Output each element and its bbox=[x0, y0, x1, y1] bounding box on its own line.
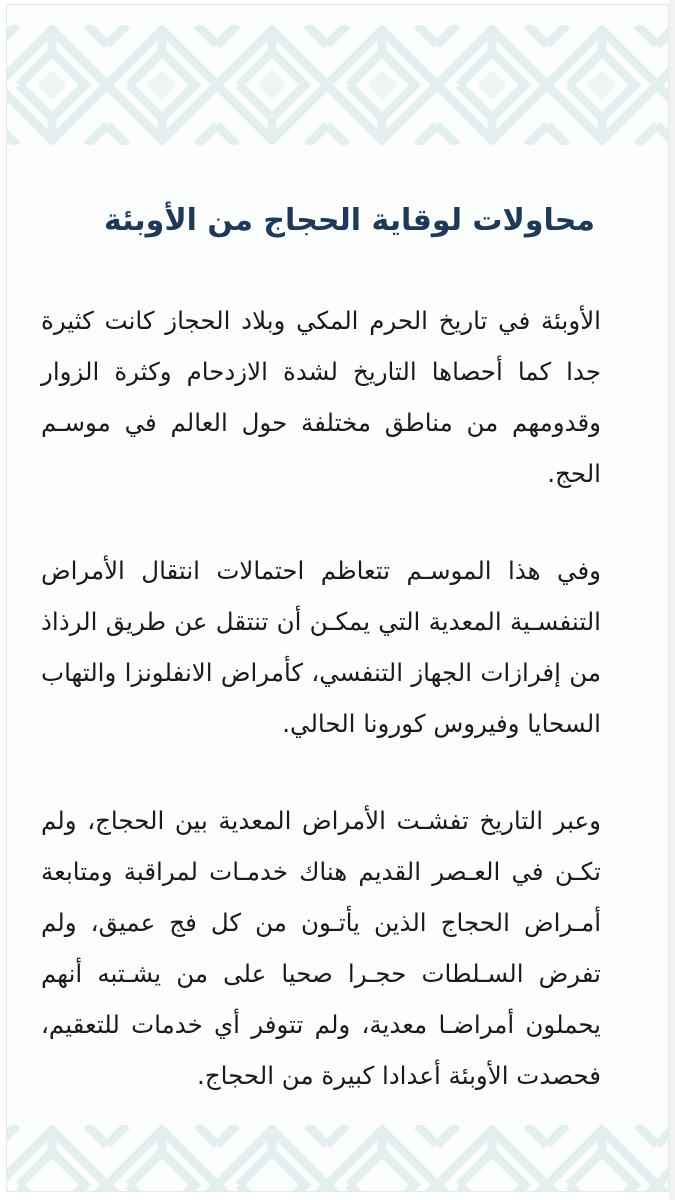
paragraph-3: وعبر التاريخ تفشـت الأمراض المعدية بين الحجاج، ولم تكـن في العـصر القديم هناك خدمـات لمراقبة ومتابعة أمـراض الحجاج الذين يأتـون من كل فج عميق، ولم تفرض السـلطات حجـرا صحيا على من يشـتبه أنهم يحملون أمراضـا معدية، ولم تتوفر أي خدمات للتعقيم، فحصدت الأوبئة أعدادا كبيرة من الحجاج. bbox=[41, 806, 601, 1090]
paragraph-1: الأوبئة في تاريخ الحرم المكي وبلاد الحجاز كانت كثيرة جدا كما أحصاها التاريخ لشدة الازدحام وكثرة الزوار وقدومهم من مناطق مختلفة حول العالم في موسـم الحج. bbox=[41, 306, 601, 488]
geometric-pattern-footer bbox=[7, 1125, 668, 1192]
paragraph-2: وفي هذا الموسـم تتعاظم احتمالات انتقال الأمراض التنفسـية المعدية التي يمكـن أن تنتقل عن طريق الرذاذ من إفرازات الجهاز التنفسي، كأمراض الانفلونزا والتهاب السحايا وفيروس كورونا الحالي. bbox=[41, 556, 601, 738]
article-card bbox=[6, 4, 669, 1192]
page-edge bbox=[669, 0, 675, 1200]
article-body bbox=[41, 191, 601, 1147]
geometric-pattern-header bbox=[7, 25, 668, 145]
article-title: محاولات لوقاية الحجاج من الأوبئة bbox=[103, 203, 595, 238]
